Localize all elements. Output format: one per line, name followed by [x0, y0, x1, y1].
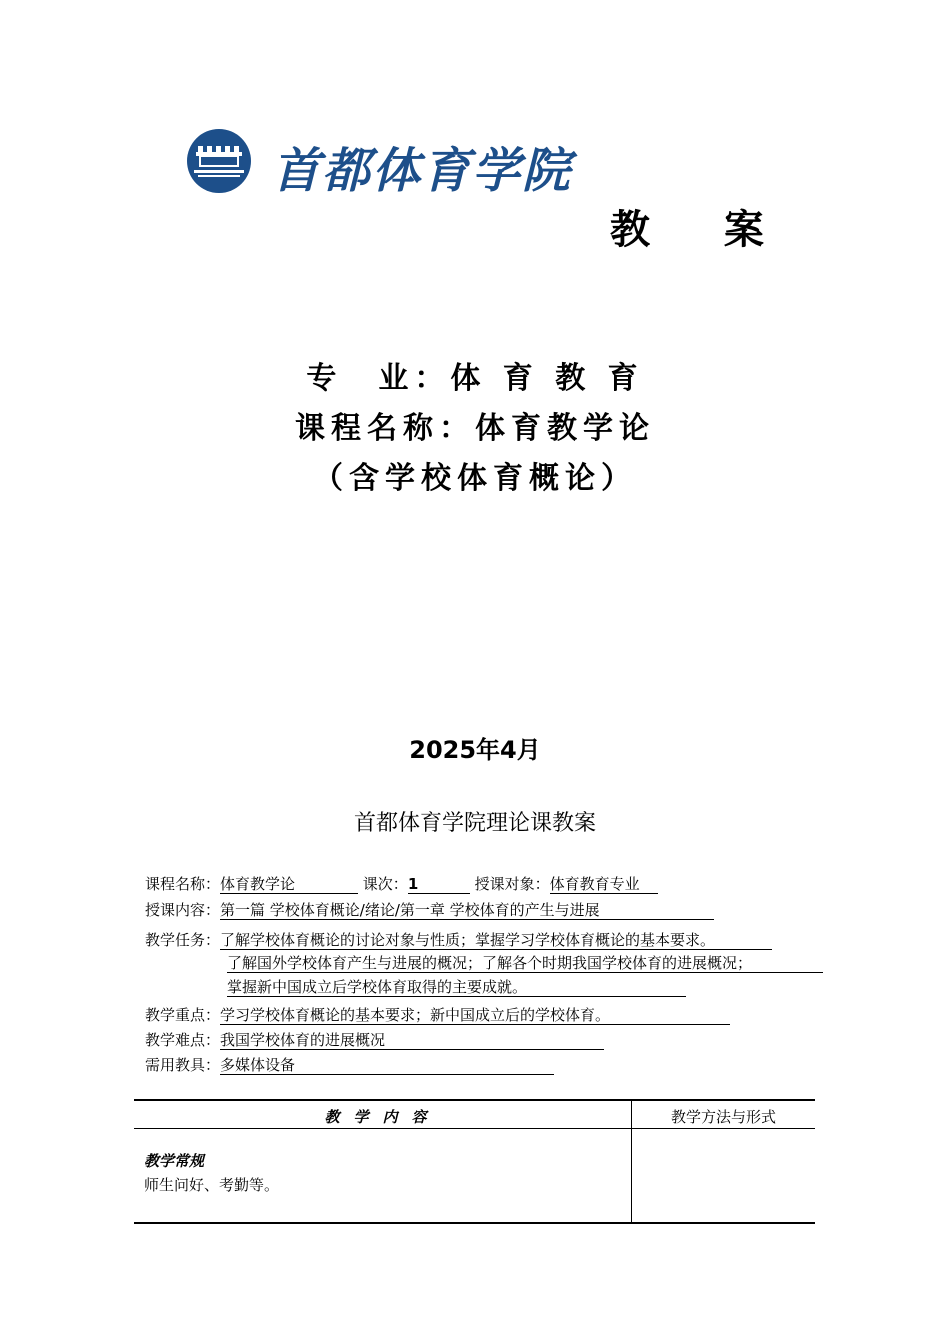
difficulty-label: 教学难点： — [145, 1031, 221, 1049]
table-header-method: 教学方法与形式 — [670, 1108, 776, 1126]
cover-course-name: 课程名称：体育教学论 — [295, 411, 655, 446]
info-row-task-2 — [227, 954, 823, 973]
info-row-difficulty — [145, 1029, 604, 1050]
cover-date: 2025年4月 — [409, 736, 541, 764]
info-row-task — [145, 929, 772, 950]
info-row-tools — [145, 1054, 554, 1075]
lesson-plan-title: 首都体育学院理论课教案 — [353, 811, 596, 836]
institution-logo-text: 首都体育学院 — [272, 143, 573, 199]
header-divider — [134, 1128, 815, 1129]
tools-label: 需用教具： — [145, 1056, 221, 1074]
difficulty-value: 我国学校体育的进展概况 — [220, 1032, 604, 1050]
course-label: 课程名称： — [145, 875, 221, 893]
content-label: 授课内容： — [145, 901, 221, 919]
lesson-table — [134, 1099, 815, 1224]
info-row-task-3 — [227, 978, 686, 997]
info-row-course — [145, 873, 658, 894]
great-wall-emblem-icon — [186, 128, 252, 194]
content-value: 第一篇 学校体育概论/绪论/第一章 学校体育的产生与进展 — [220, 902, 714, 920]
info-row-focus — [145, 1004, 730, 1025]
audience-value: 体育教育专业 — [550, 876, 658, 894]
session-label: 课次： — [362, 875, 408, 893]
tools-value: 多媒体设备 — [220, 1057, 554, 1075]
focus-value: 学习学校体育概论的基本要求；新中国成立后的学校体育。 — [220, 1007, 730, 1025]
info-row-content — [145, 899, 714, 920]
cover-course-subtitle: （含学校体育概论） — [313, 461, 637, 496]
task-line-2: 了解国外学校体育产生与进展的概况；了解各个时期我国学校体育的进展概况； — [227, 955, 823, 973]
table-header-content: 教学内容 — [324, 1108, 441, 1126]
document-type-title: 教 案 — [610, 207, 794, 253]
focus-label: 教学重点： — [145, 1006, 221, 1024]
task-label: 教学任务： — [145, 931, 221, 949]
session-value: 1 — [408, 876, 470, 894]
table-row-text: 师生问好、考勤等。 — [144, 1176, 280, 1194]
audience-label: 授课对象： — [474, 875, 550, 893]
table-row-heading: 教学常规 — [144, 1152, 205, 1170]
task-line-3: 掌握新中国成立后学校体育取得的主要成就。 — [227, 979, 686, 997]
course-value: 体育教学论 — [220, 876, 358, 894]
task-line-1: 了解学校体育概论的讨论对象与性质；掌握学习学校体育概论的基本要求。 — [220, 932, 772, 950]
cover-major: 专 业：体 育 教 育 — [306, 361, 644, 396]
